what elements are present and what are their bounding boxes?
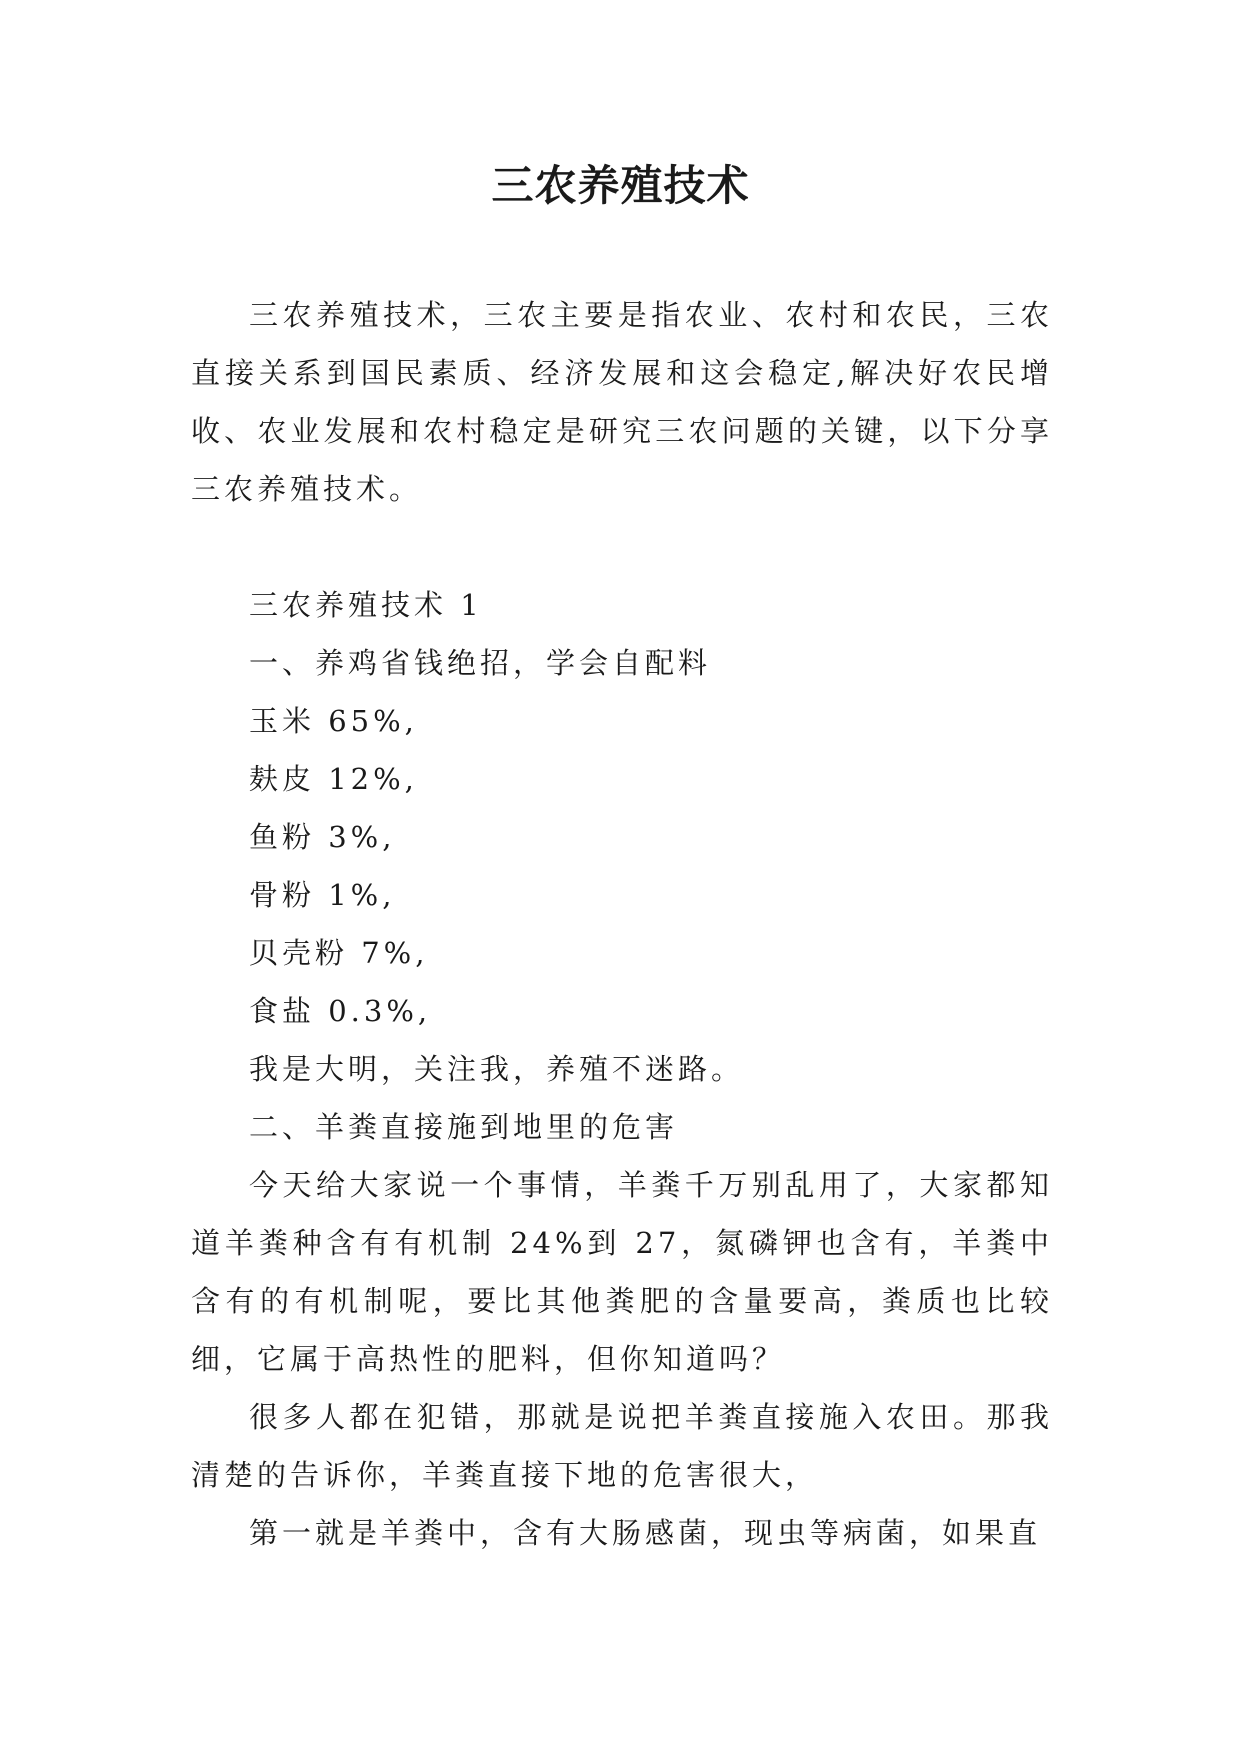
feed-item-corn: 玉米 65%, — [249, 704, 418, 738]
item-heading-sheep-manure: 二、羊粪直接施到地里的危害 — [249, 1110, 679, 1144]
document-title: 三农养殖技术 — [491, 161, 750, 210]
document-body — [191, 286, 1053, 1562]
body-paragraph: 今天给大家说一个事情，羊粪千万别乱用了，大家都知道羊粪种含有有机制 24%到 27，氮磷钾也含有，羊粪中含有的有机制呢，要比其他粪肥的含量要高，粪质也比较细，它属于高热性的肥料，但你知道吗？ — [191, 1168, 1053, 1376]
feed-item-bran: 麸皮 12%, — [249, 762, 418, 796]
section-heading: 三农养殖技术 1 — [249, 588, 483, 622]
feed-item-salt: 食盐 0.3%, — [249, 994, 432, 1028]
follow-line: 我是大明，关注我，养殖不迷路。 — [249, 1052, 745, 1086]
intro-paragraph: 三农养殖技术，三农主要是指农业、农村和农民，三农直接关系到国民素质、经济发展和这会稳定,解决好农民增收、农业发展和农村稳定是研究三农问题的关键，以下分享三农养殖技术。 — [191, 298, 1053, 506]
body-paragraph: 很多人都在犯错，那就是说把羊粪直接施入农田。那我清楚的告诉你，羊粪直接下地的危害很大， — [191, 1400, 1053, 1492]
feed-item-shellmeal: 贝壳粉 7%, — [249, 936, 429, 970]
feed-item-bonemeal: 骨粉 1%, — [249, 878, 396, 912]
body-paragraph: 第一就是羊粪中，含有大肠感菌，现虫等病菌，如果直 — [249, 1516, 1042, 1550]
item-heading-chicken-feed: 一、养鸡省钱绝招，学会自配料 — [249, 646, 712, 680]
feed-item-fishmeal: 鱼粉 3%, — [249, 820, 396, 854]
paragraph-spacer — [191, 518, 1053, 576]
